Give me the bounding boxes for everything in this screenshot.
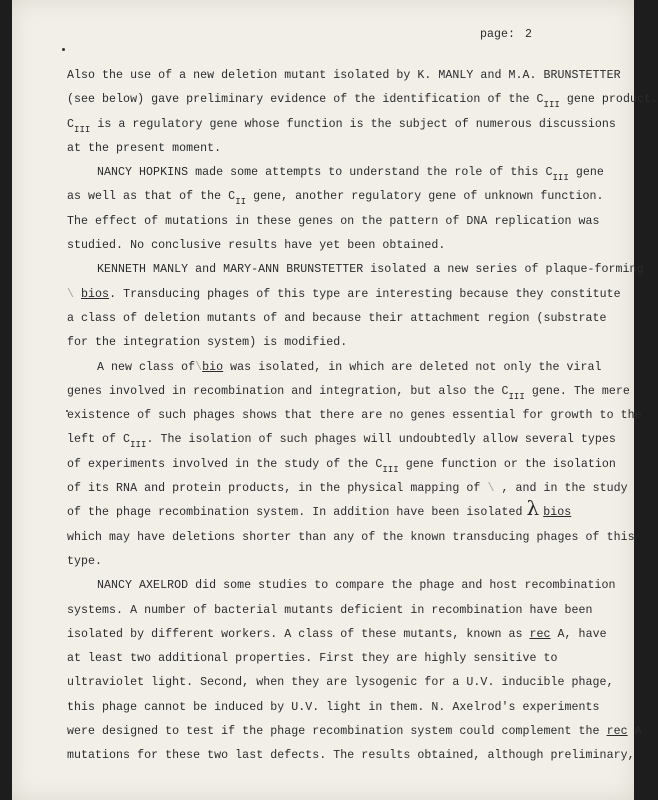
text-line: (see below) gave preliminary evidence of the identification of the $C_{III}$ gene product. [67, 93, 658, 111]
text-line: of experiments involved in the study of the $C_{III}$ gene function or the isolation [67, 457, 616, 475]
underlined-term: rec [529, 627, 551, 641]
text-line: Also the use of a new deletion mutant isolated by K. MANLY and M.A. BRUNSTETTER [67, 69, 621, 82]
faint-lambda-mark: \ [67, 287, 75, 301]
text-line: isolated by different workers. A class of these mutants, known as rec A, have [67, 627, 607, 641]
text-line: which may have deletions shorter than any of the known transducing phages of this [67, 530, 635, 544]
text-line: were designed to test if the phage recombination system could complement the rec A [67, 725, 642, 739]
underlined-term: rec [606, 725, 628, 739]
subscript: III [543, 100, 560, 111]
subscript: III [508, 391, 525, 402]
text-line: type. [67, 554, 103, 568]
text-line: mutations for these two last defects. The results obtained, although preliminary, [67, 749, 635, 763]
text-line: The effect of mutations in these genes on the pattern of DNA replication was [67, 214, 600, 228]
text-line: systems. A number of bacterial mutants deficient in recombination have been [67, 603, 593, 617]
underlined-term: bio [202, 360, 224, 374]
handwritten-lambda: λ [526, 496, 540, 521]
text-line: at least two additional properties. First they are highly sensitive to [67, 652, 558, 666]
text-line: as well as that of the $C_{II}$ gene, another regulatory gene of unknown function. [67, 190, 604, 208]
text-line: for the integration system) is modified. [67, 336, 348, 350]
text-line: studied. No conclusive results have yet been obtained. [67, 239, 446, 253]
text-line: genes involved in recombination and integration, but also the $C_{III}$ gene. The mere [67, 384, 630, 402]
text-line: $C_{III}$ is a regulatory gene whose function is the subject of numerous discussions [67, 117, 616, 135]
subscript: III [74, 124, 91, 135]
ink-speck [62, 48, 65, 51]
underlined-term: bios [81, 287, 110, 301]
page-header [480, 28, 532, 41]
subscript: III [130, 440, 147, 451]
page-label: page: [480, 28, 516, 41]
text-line: NANCY AXELROD did some studies to compare the phage and host recombination [97, 579, 616, 593]
subscript: III [382, 464, 399, 475]
text-line: NANCY HOPKINS made some attempts to understand the role of this $C_{III}$ gene [97, 166, 604, 184]
text-line: a class of deletion mutants of and because their attachment region (substrate [67, 311, 607, 325]
text-line: existence of such phages shows that there are no genes essential for growth to the [67, 409, 642, 423]
faint-lambda-mark: \ [195, 360, 203, 374]
text-line: of the phage recombination system. In addition have been isolated λ bios [67, 496, 572, 521]
subscript: III [552, 173, 569, 184]
text-line: \ bios. Transducing phages of this type are interesting because they constitute [67, 287, 621, 301]
text-line: KENNETH MANLY and MARY-ANN BRUNSTETTER isolated a new series of plaque-forming [97, 263, 644, 277]
subscript: II [235, 197, 247, 208]
text-line: at the present moment. [67, 141, 222, 155]
document-page [12, 0, 658, 800]
document-body [67, 64, 658, 769]
text-line: left of $C_{III}$. The isolation of such phages will undoubtedly allow several types [67, 433, 616, 451]
page-number: 2 [525, 28, 533, 41]
text-line: A new class of\bio was isolated, in which are deleted not only the viral [97, 360, 602, 374]
text-line: of its RNA and protein products, in the physical mapping of \ , and in the study [67, 482, 628, 496]
text-line: this phage cannot be induced by U.V. light in them. N. Axelrod's experiments [67, 700, 600, 714]
faint-lambda-mark: \ [487, 482, 495, 496]
underlined-term: bios [543, 506, 572, 520]
text-line: ultraviolet light. Second, when they are lysogenic for a U.V. inducible phage, [67, 676, 614, 690]
